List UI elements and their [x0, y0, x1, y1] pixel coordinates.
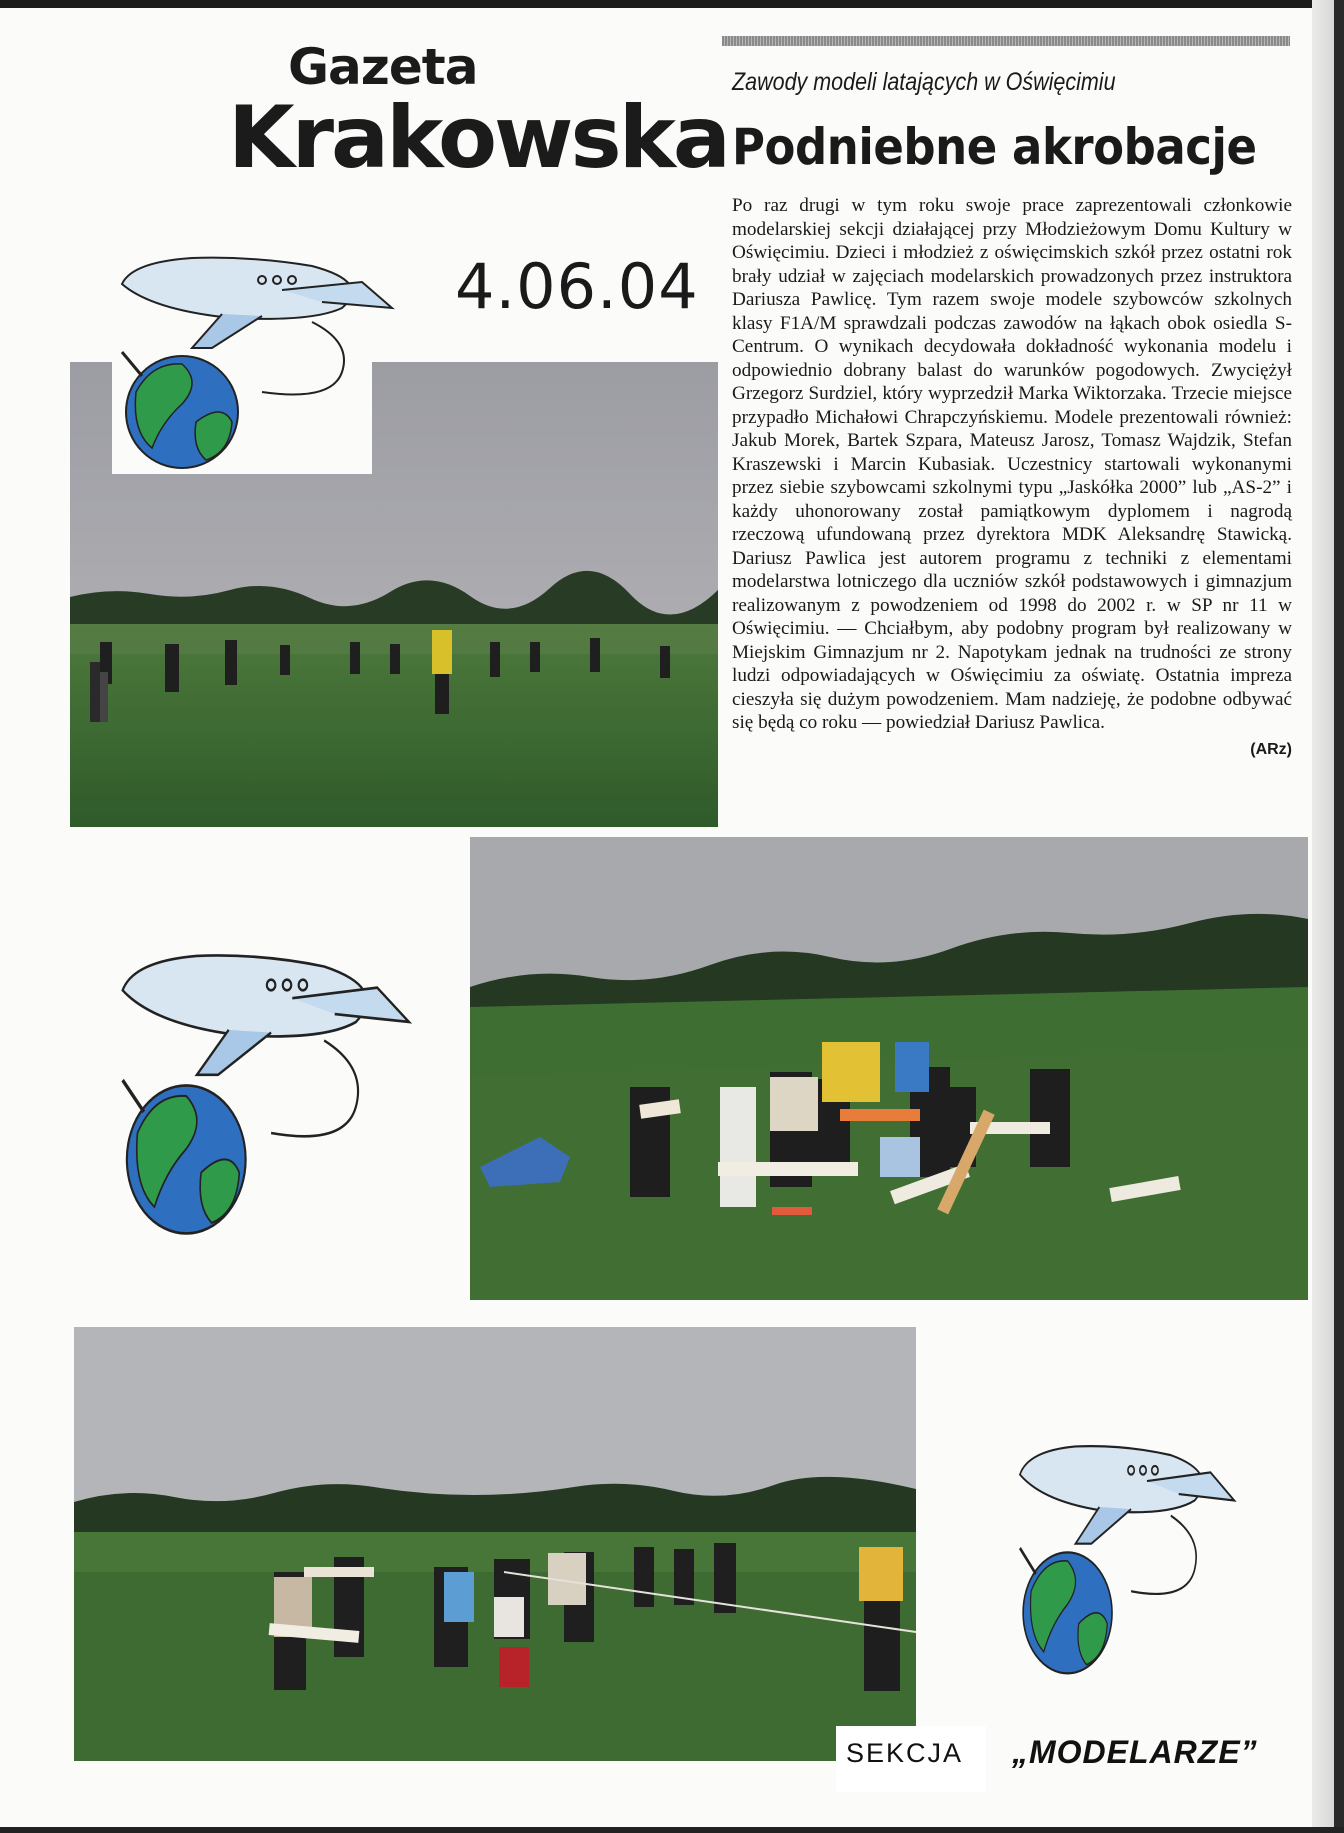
plane-earth-clipart-icon — [112, 252, 442, 476]
scan-edge-top — [0, 0, 1344, 8]
article-kicker: Zawody modeli latających w Oświęcimiu — [732, 68, 1116, 96]
masthead-krakowska: Krakowska — [228, 88, 728, 188]
page-fold — [1312, 0, 1334, 1833]
article-headline: Podniebne akrobacje — [732, 118, 1257, 176]
caption-label: SEKCJA — [846, 1738, 964, 1768]
article-text: Po raz drugi w tym roku swoje prace zaprezentowali członkowie modelarskiej sekcji działającej przy Młodzieżowym Domu Kultury w Oświęcimiu. Dzieci i młodzież z oświęcimskich szkół przez ostatni rok brały udział w zajęciach modelarskich prowadzonych przez instruktora Dariusza Pawlicę. Tym razem swoje modele szybowców szkolnych klasy F1A/M sprawdzali podczas zawodów na łąkach obok osiedla S-Centrum. O wynikach decydowała dokładność wykonania modelu i odpowiednio dobrany balast do warunków pogodowych. Zwyciężył Grzegorz Surdziel, który wyprzedził Marka Wiktorzaka. Trzecie miejsce przypadło Michałowi Chrapczyńskiemu. Modele prezentowali również: Jakub Morek, Bartek Szpara, Mateusz Jarosz, Tomasz Wajdzik, Stefan Kraszewski i Marcin Kubasiak. Uczestnicy startowali wykonanymi przez siebie szybowcami szkolnymi typu „Jaskółka 2000” lub „AS-2” i każdy uhonorowany został pamiątkowym dyplomem i nagrodą rzeczową ufundowaną przez dyrektora MDK Aleksandrę Stawicką. Dariusz Pawlica jest autorem programu z techniki z elementami modelarstwa lotniczego dla uczniów szkół podstawowych i gimnazjum realizowanym z powodzeniem od 1998 do 2002 r. w SP nr 11 w Oświęcimiu. — Chciałbym, aby podobny program był realizowany w Miejskim Gimnazjum nr 2. Napotykam jednak na trudności ze strony ludzi odpowiadających w Oświęcimiu za oświatę. Ostatnia impreza cieszyła się dużym powodzeniem. Mam nadzieję, że podobne odbywać się będą co roku — powiedział Dariusz Pawlica. — [732, 195, 1292, 733]
scan-edge-right — [1334, 0, 1344, 1833]
scan-edge-bottom — [0, 1827, 1344, 1833]
handwritten-date: 4.06.04 — [455, 250, 699, 323]
plane-earth-clipart-icon-2 — [112, 948, 462, 1244]
plane-earth-clipart-icon-3 — [1012, 1440, 1274, 1682]
caption-section-name: „MODELARZE” — [1012, 1734, 1258, 1770]
masthead-gazeta: Gazeta — [288, 38, 478, 96]
header-rule — [722, 36, 1290, 46]
article-author: (ARz) — [1250, 740, 1292, 758]
photo-group-with-models — [470, 837, 1308, 1300]
photo-launching-models — [74, 1327, 916, 1761]
article-body — [732, 194, 1292, 761]
